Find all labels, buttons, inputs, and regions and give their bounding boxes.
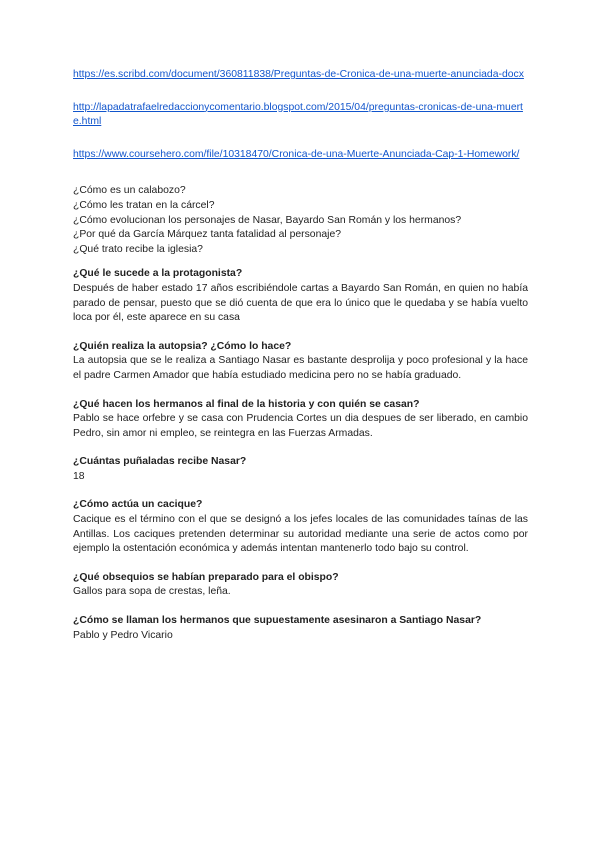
answer-text: Pablo y Pedro Vicario — [73, 629, 173, 641]
qa-block — [73, 614, 528, 643]
answer-text: La autopsia que se le realiza a Santiago Nasar es bastante desprolija y poco profesional y la hace el padre Carmen Amador que había estudiado medicina pero no se había graduado. — [73, 355, 528, 381]
question-heading: ¿Qué le sucede a la protagonista? — [73, 268, 243, 280]
document-body — [73, 68, 528, 657]
list-item: ¿Por qué da García Márquez tanta fatalidad al personaje? — [73, 229, 342, 241]
answer-text: Después de haber estado 17 años escribiéndole cartas a Bayardo San Román, en quien no había parado de pensar, puesto que se dió cuenta de que era lo único que le quedaba y se había vuelto loca por él, este aparece en su casa — [73, 282, 528, 324]
qa-block — [73, 340, 528, 384]
question-heading: ¿Cuántas puñaladas recibe Nasar? — [73, 456, 247, 468]
qa-block — [73, 498, 528, 556]
question-heading: ¿Cómo actúa un cacique? — [73, 499, 203, 511]
qa-block — [73, 571, 528, 600]
question-heading: ¿Quién realiza la autopsia? ¿Cómo lo hace? — [73, 340, 292, 352]
qa-block — [73, 398, 528, 442]
answer-text: Pablo se hace orfebre y se casa con Prudencia Cortes un dia despues de ser liberado, en cambio Pedro, sin amor ni empleo, se reintegra en las Fuerzas Armadas. — [73, 413, 528, 439]
answer-text: Cacique es el término con el que se designó a los jefes locales de las comunidades taínas de las Antillas. Los caciques pretenden determinar su autoridad mediante una serie de actos como por ejemplo la ostentación económica y además intentan mantenerlo todo bajo su control. — [73, 514, 528, 555]
blogspot-link[interactable]: http://lapadatrafaelredaccionycomentario.blogspot.com/2015/04/preguntas-cronicas-de-una-muerte.html — [73, 101, 523, 128]
question-heading: ¿Qué hacen los hermanos al final de la historia y con quién se casan? — [73, 398, 420, 410]
question-heading: ¿Cómo se llaman los hermanos que supuestamente asesinaron a Santiago Nasar? — [73, 615, 482, 627]
list-item: ¿Cómo evolucionan los personajes de Nasar, Bayardo San Román y los hermanos? — [73, 214, 462, 226]
answer-text: 18 — [73, 470, 85, 482]
list-item: ¿Cómo les tratan en la cárcel? — [73, 199, 215, 211]
qa-block — [73, 455, 528, 484]
coursehero-link[interactable]: https://www.coursehero.com/file/10318470/Cronica-de-una-Muerte-Anunciada-Cap-1-Homework/ — [73, 148, 520, 160]
list-item: ¿Cómo es un calabozo? — [73, 185, 186, 197]
scribd-link[interactable]: https://es.scribd.com/document/360811838/Preguntas-de-Cronica-de-una-muerte-anunciada-docx — [73, 69, 524, 80]
answer-text: Gallos para sopa de crestas, leña. — [73, 586, 231, 598]
question-list — [73, 184, 528, 257]
qa-block — [73, 267, 528, 325]
question-heading: ¿Qué obsequios se habían preparado para el obispo? — [73, 571, 339, 583]
list-item: ¿Qué trato recibe la iglesia? — [73, 243, 203, 255]
